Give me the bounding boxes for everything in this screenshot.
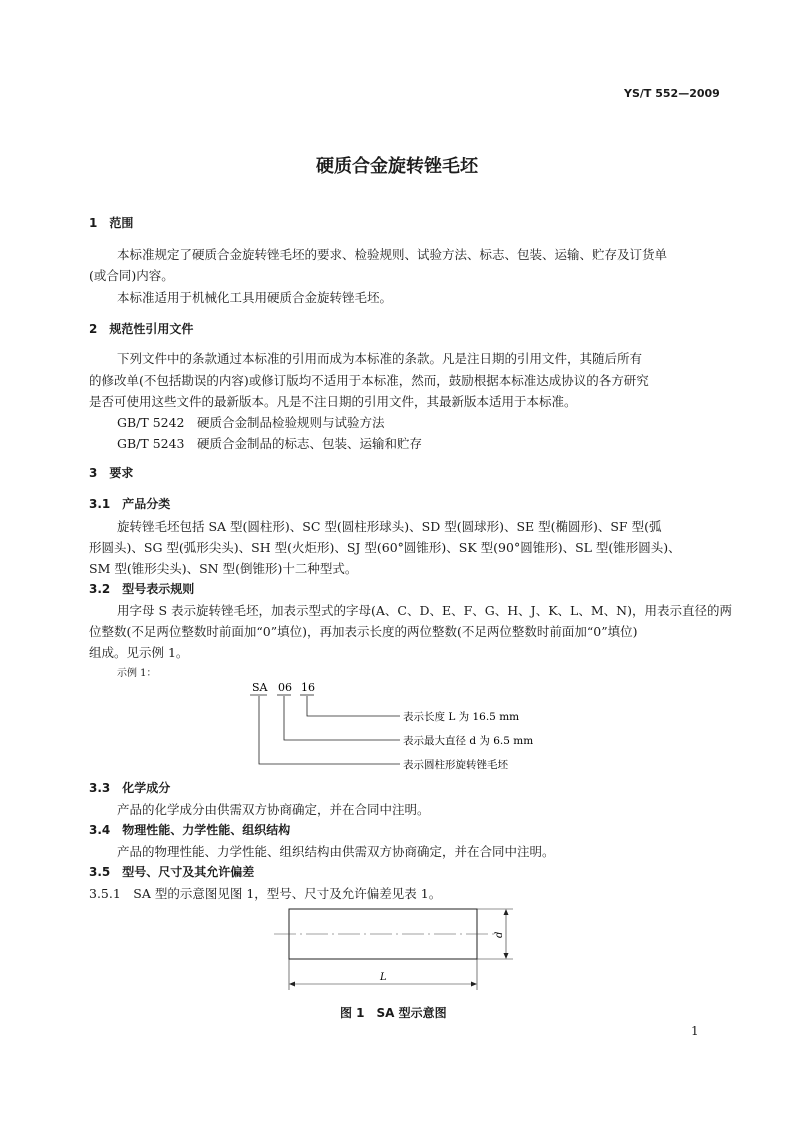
page-number: 1 (691, 1024, 699, 1038)
section-3-5-1-line: 3.5.1 SA 型的示意图见图 1，型号、尺寸及允许偏差见表 1。 (89, 886, 442, 901)
section-3-2-heading: 3.2 型号表示规则 (89, 582, 195, 596)
code-part-length: 16 (301, 681, 315, 694)
section-3-4-heading: 3.4 物理性能、力学性能、组织结构 (89, 823, 291, 837)
reference-gbt5243: GB/T 5243 硬质合金制品的标志、包装、运输和贮存 (117, 436, 423, 451)
section-2-para-line3: 是否可使用这些文件的最新版本。凡是不注日期的引用文件，其最新版本适用于本标准。 (89, 394, 577, 409)
section-3-heading: 3 要求 (89, 466, 134, 480)
section-3-3-heading: 3.3 化学成分 (89, 781, 171, 795)
annotation-length: 表示长度 L 为 16.5 mm (403, 711, 520, 723)
section-3-1-line3: SM 型(锥形尖头)、SN 型(倒锥形)十二种型式。 (89, 561, 358, 576)
section-2-para-line1: 下列文件中的条款通过本标准的引用而成为本标准的条款。凡是注日期的引用文件，其随后所有 (117, 351, 643, 366)
model-code-diagram (240, 676, 560, 774)
section-3-1-line1: 旋转锉毛坯包括 SA 型(圆柱形)、SC 型(圆柱形球头)、SD 型(圆球形)、SE 型(椭圆形)、SF 型(弧 (117, 519, 662, 534)
section-1-para2: 本标准适用于机械化工具用硬质合金旋转锉毛坯。 (117, 290, 393, 305)
section-3-2-line1: 用字母 S 表示旋转锉毛坯，加表示型式的字母(A、C、D、E、F、G、H、J、K、L、M、N)，用表示直径的两 (117, 603, 732, 618)
section-3-3-line1: 产品的化学成分由供需双方协商确定，并在合同中注明。 (117, 802, 430, 817)
dimension-label-d: d (494, 931, 505, 938)
annotation-type: 表示圆柱形旋转锉毛坯 (403, 759, 508, 771)
page-title: 硬质合金旋转锉毛坯 (316, 156, 478, 177)
code-part-diameter: 06 (278, 681, 292, 694)
example-label: 示例 1： (117, 668, 157, 679)
section-2-heading: 2 规范性引用文件 (89, 322, 194, 336)
section-3-2-line3: 组成。见示例 1。 (89, 645, 189, 660)
figure-1-sa-diagram (270, 904, 530, 996)
section-3-2-line2: 位整数(不足两位整数时前面加“0”填位)，再加表示长度的两位整数(不足两位整数时前面加“0”填位) (89, 624, 638, 639)
section-3-5-heading: 3.5 型号、尺寸及其允许偏差 (89, 865, 255, 879)
dimension-label-L: L (380, 972, 387, 983)
section-1-para1-line1: 本标准规定了硬质合金旋转锉毛坯的要求、检验规则、试验方法、标志、包装、运输、贮存及订货单 (117, 247, 668, 262)
annotation-diameter: 表示最大直径 d 为 6.5 mm (403, 735, 534, 747)
section-1-heading: 1 范围 (89, 216, 134, 230)
code-part-series: SA (252, 681, 268, 694)
section-3-1-line2: 形圆头)、SG 型(弧形尖头)、SH 型(火炬形)、SJ 型(60°圆锥形)、SK 型(90°圆锥形)、SL 型(锥形圆头)、 (89, 540, 681, 555)
section-3-1-heading: 3.1 产品分类 (89, 497, 171, 511)
reference-gbt5242: GB/T 5242 硬质合金制品检验规则与试验方法 (117, 415, 385, 430)
section-2-para-line2: 的修改单(不包括勘误的内容)或修订版均不适用于本标准，然而，鼓励根据本标准达成协议的各方研究 (89, 373, 649, 388)
section-3-4-line1: 产品的物理性能、力学性能、组织结构由供需双方协商确定，并在合同中注明。 (117, 844, 555, 859)
standard-number: YS/T 552—2009 (624, 87, 720, 100)
section-1-para1-line2: (或合同)内容。 (89, 268, 174, 283)
figure-1-caption: 图 1 SA 型示意图 (340, 1006, 447, 1020)
